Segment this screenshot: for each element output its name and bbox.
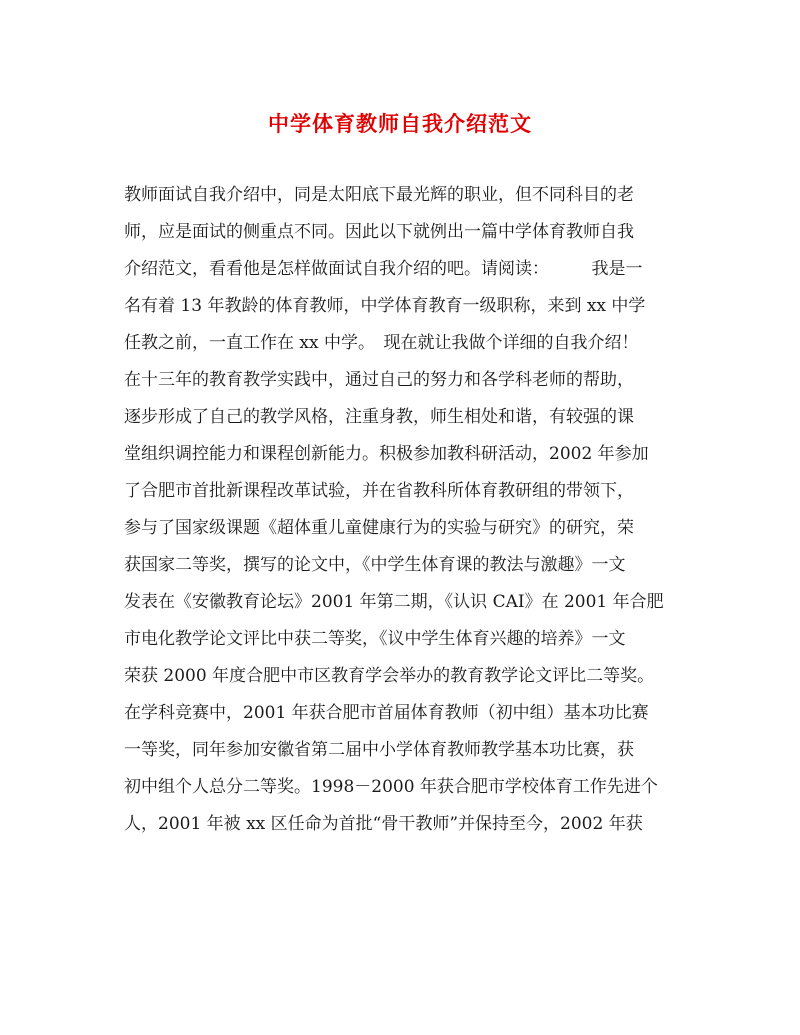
body-line: 名有着 13 年教龄的体育教师，中学体育教育一级职称，来到 xx 中学 xyxy=(124,296,646,316)
body-line: 一等奖，同年参加安徽省第二届中小学体育教师教学基本功比赛，获 xyxy=(124,740,634,760)
body-line: 了合肥市首批新课程改革试验，并在省教科所体育教研组的带领下， xyxy=(124,481,634,501)
body-line: 在十三年的教育教学实践中，通过自己的努力和各学科老师的帮助， xyxy=(124,370,634,390)
body-line: 市电化教学论文评比中获二等奖，《议中学生体育兴趣的培养》一文 xyxy=(124,629,626,649)
body-line: 发表在《安徽教育论坛》2001 年第二期，《认识 CAI》在 2001 年合肥 xyxy=(124,592,664,612)
body-line: 参与了国家级课题《超体重儿童健康行为的实验与研究》的研究，荣 xyxy=(124,518,634,538)
body-line: 初中组个人总分二等奖。1998－2000 年获合肥市学校体育工作先进个 xyxy=(124,777,658,797)
body-line: 荣获 2000 年度合肥中市区教育学会举办的教育教学论文评比二等奖。 xyxy=(124,666,655,686)
body-line: 教师面试自我介绍中，同是太阳底下最光辉的职业，但不同科目的老 xyxy=(124,185,634,205)
body-line: 介绍范文，看看他是怎样做面试自我介绍的吧。请阅读： 我是一 xyxy=(124,259,643,279)
body-line: 堂组织调控能力和课程创新能力。积极参加教科研活动，2002 年参加 xyxy=(124,444,649,464)
body-line: 在学科竞赛中，2001 年获合肥市首届体育教师（初中组）基本功比赛 xyxy=(124,703,649,723)
body-line: 师，应是面试的侧重点不同。因此以下就例出一篇中学体育教师自我 xyxy=(124,222,634,242)
document-body xyxy=(124,180,680,846)
body-line: 获国家二等奖，撰写的论文中，《中学生体育课的教法与激趣》一文 xyxy=(124,555,626,575)
body-line: 任教之前，一直工作在 xx 中学。 现在就让我做个详细的自我介绍！ xyxy=(124,333,639,353)
body-line: 人，2001 年被 xx 区任命为首批“骨干教师”并保持至今，2002 年获 xyxy=(124,814,643,834)
body-line: 逐步形成了自己的教学风格，注重身教，师生相处和谐，有较强的课 xyxy=(124,407,634,427)
document-title: 中学体育教师自我介绍范文 xyxy=(268,111,532,136)
